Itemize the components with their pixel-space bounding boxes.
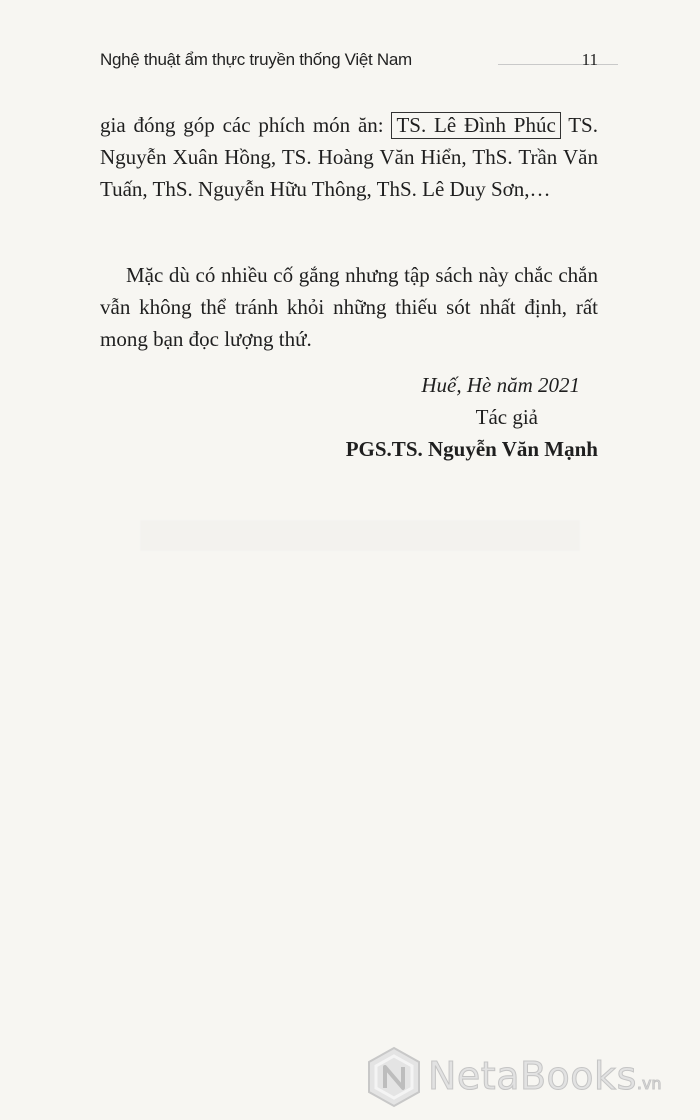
bleed-through-body — [100, 520, 600, 551]
signature-place-date: Huế, Hè năm 2021 — [421, 373, 580, 397]
page-number: 11 — [581, 50, 598, 69]
signature-author: PGS.TS. Nguyễn Văn Mạnh — [345, 437, 598, 461]
signature-role: Tác giả — [475, 405, 538, 429]
running-header — [100, 50, 600, 78]
watermark-brand: NetaBooks — [428, 1054, 637, 1098]
paragraph-apology: Mặc dù có nhiều cố gắng nhưng tập sách này chắc chắn vẫn không thể tránh khỏi những thiếu sót nhất định, rất mong bạn đọc lượng thứ. — [100, 263, 598, 351]
paragraph-contributors — [100, 109, 598, 205]
paragraph-contributors-start: gia đóng góp các phích món ăn: — [100, 113, 392, 137]
header-rule — [498, 64, 618, 65]
netabooks-watermark — [366, 1046, 700, 1108]
watermark-suffix: .vn — [636, 1074, 662, 1093]
paragraph-contributors-rest: TS. Nguyễn Xuân Hồng, TS. Hoàng Văn Hiển, ThS. Trần Văn Tuấn, ThS. Nguyễn Hữu Thông, ThS. Lê Duy Sơn,… — [100, 113, 598, 201]
highlighted-name: TS. Lê Đình Phúc — [391, 112, 560, 139]
header-title: Nghệ thuật ẩm thực truyền thống Việt Nam — [100, 50, 412, 69]
watermark-text — [428, 1054, 662, 1098]
netabooks-logo-icon — [366, 1046, 422, 1108]
